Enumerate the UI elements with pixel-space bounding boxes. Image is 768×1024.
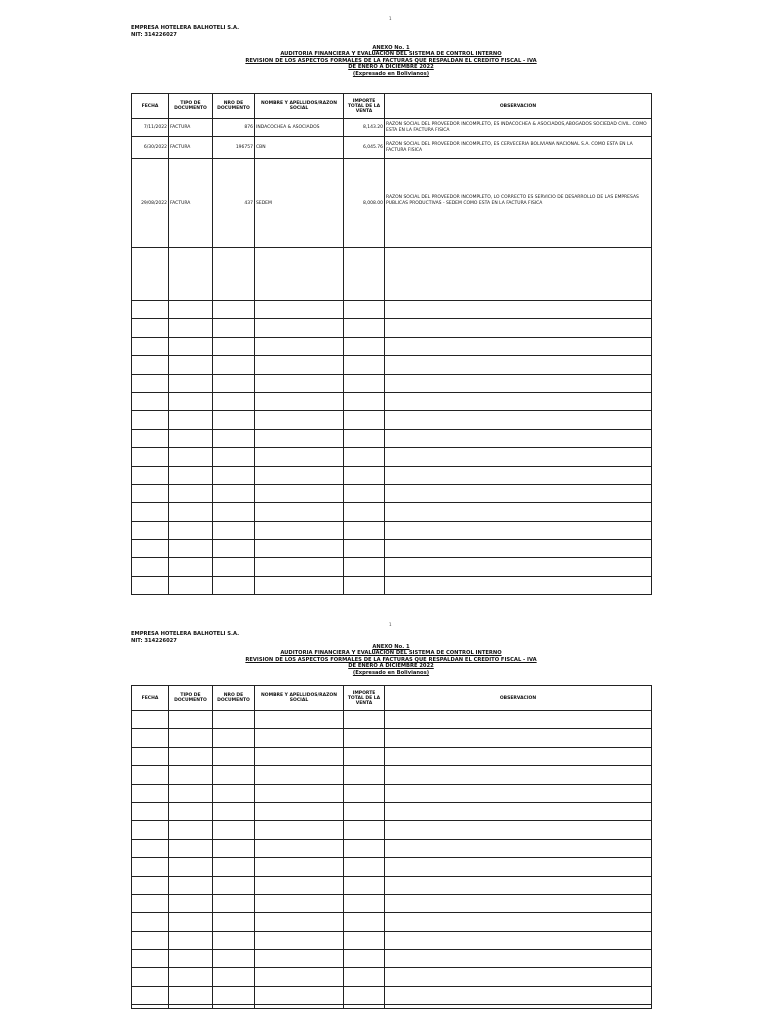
table-cell xyxy=(385,950,652,968)
table-cell xyxy=(385,986,652,1004)
table-cell xyxy=(385,766,652,784)
table-cell xyxy=(169,429,213,447)
table-cell xyxy=(255,821,344,839)
table-cell xyxy=(132,986,169,1004)
table-cell xyxy=(344,784,385,802)
table-row xyxy=(132,392,652,410)
table-cell xyxy=(255,540,344,558)
table-cell xyxy=(385,913,652,931)
table-cell xyxy=(132,766,169,784)
table-cell xyxy=(385,466,652,484)
table-cell xyxy=(132,540,169,558)
table-cell xyxy=(344,521,385,539)
table-cell xyxy=(255,839,344,857)
table-cell xyxy=(344,858,385,876)
table-row xyxy=(132,466,652,484)
table-cell xyxy=(385,858,652,876)
invoice-table xyxy=(131,685,652,1009)
cell-nombre: CBN xyxy=(255,137,344,159)
table-cell xyxy=(169,913,213,931)
table-cell xyxy=(344,466,385,484)
table-cell xyxy=(255,931,344,949)
table-row xyxy=(132,356,652,374)
table-row xyxy=(132,411,652,429)
table-cell xyxy=(255,913,344,931)
table-cell xyxy=(344,411,385,429)
table-cell xyxy=(255,802,344,820)
table-cell xyxy=(213,392,255,410)
table-cell xyxy=(169,747,213,765)
cell-fecha: 29/08/2022 xyxy=(132,159,169,248)
table-cell xyxy=(132,392,169,410)
table-cell xyxy=(132,931,169,949)
table-cell xyxy=(255,1005,344,1009)
table-cell xyxy=(213,521,255,539)
table-cell xyxy=(255,576,344,594)
cell-observacion: RAZON SOCIAL DEL PROVEEDOR INCOMPLETO, ES CERVECERIA BOLIVIANA NACIONAL S.A. COMO ESTA EN LA FACTURA FISICA xyxy=(385,137,652,159)
table-cell xyxy=(213,858,255,876)
company-name: EMPRESA HOTELERA BALHOTELI S.A. xyxy=(131,25,240,31)
table-cell xyxy=(213,821,255,839)
table-cell xyxy=(213,913,255,931)
review-title: REVISION DE LOS ASPECTOS FORMALES DE LA FACTURAS QUE RESPALDAN EL CREDITO FISCAL - IVA xyxy=(245,656,537,663)
table-cell xyxy=(385,429,652,447)
cell-tipo: FACTURA xyxy=(169,137,213,159)
table-cell xyxy=(385,301,652,319)
table-cell xyxy=(385,319,652,337)
document-page-2 xyxy=(0,606,768,1024)
table-cell xyxy=(213,766,255,784)
table-cell xyxy=(344,766,385,784)
table-cell xyxy=(344,950,385,968)
table-row xyxy=(132,821,652,839)
table-cell xyxy=(132,968,169,986)
table-cell xyxy=(132,821,169,839)
table-cell xyxy=(132,248,169,301)
table-cell xyxy=(255,986,344,1004)
table-cell xyxy=(169,766,213,784)
col-importe-header: IMPORTE TOTAL DE LA VENTA xyxy=(344,686,385,711)
table-cell xyxy=(213,374,255,392)
table-cell xyxy=(385,576,652,594)
review-title: REVISION DE LOS ASPECTOS FORMALES DE LA FACTURAS QUE RESPALDAN EL CREDITO FISCAL - IVA xyxy=(245,57,537,64)
table-cell xyxy=(385,484,652,502)
table-cell xyxy=(169,558,213,576)
table-cell xyxy=(344,729,385,747)
table-cell xyxy=(344,301,385,319)
table-cell xyxy=(213,466,255,484)
company-block xyxy=(131,25,239,39)
table-row xyxy=(132,540,652,558)
table-cell xyxy=(385,411,652,429)
table-cell xyxy=(213,503,255,521)
table-cell xyxy=(385,931,652,949)
table-cell xyxy=(255,521,344,539)
table-row xyxy=(132,711,652,729)
cell-tipo: FACTURA xyxy=(169,159,213,248)
table-row xyxy=(132,137,652,159)
audit-title: AUDITORIA FINANCIERA Y EVALUACION DEL SISTEMA DE CONTROL INTERNO xyxy=(280,650,502,657)
table-cell xyxy=(213,1005,255,1009)
table-cell xyxy=(132,747,169,765)
table-cell xyxy=(255,876,344,894)
table-cell xyxy=(169,839,213,857)
period-title: DE ENERO A DICIEMBRE 2022 xyxy=(348,663,434,670)
cell-tipo: FACTURA xyxy=(169,119,213,137)
table-cell xyxy=(213,950,255,968)
table-cell xyxy=(169,784,213,802)
table-cell xyxy=(344,711,385,729)
table-row xyxy=(132,159,652,248)
cell-nombre: SEDEM xyxy=(255,159,344,248)
table-cell xyxy=(344,1005,385,1009)
table-cell xyxy=(344,931,385,949)
table-cell xyxy=(255,950,344,968)
table-cell xyxy=(132,711,169,729)
table-cell xyxy=(255,484,344,502)
table-row xyxy=(132,931,652,949)
table-row xyxy=(132,839,652,857)
table-row xyxy=(132,968,652,986)
table-cell xyxy=(213,931,255,949)
table-cell xyxy=(255,503,344,521)
table-cell xyxy=(169,319,213,337)
table-cell xyxy=(213,986,255,1004)
cell-importe: 8,143.20 xyxy=(344,119,385,137)
col-fecha-header: FECHA xyxy=(132,686,169,711)
table-cell xyxy=(344,356,385,374)
company-block xyxy=(131,631,239,645)
col-tipo-header: TIPO DE DOCUMENTO xyxy=(169,686,213,711)
col-nombre-header: NOMBRE Y APELLIDOS/RAZON SOCIAL xyxy=(255,94,344,119)
table-cell xyxy=(385,558,652,576)
table-row xyxy=(132,894,652,912)
table-cell xyxy=(213,729,255,747)
table-cell xyxy=(132,301,169,319)
table-cell xyxy=(385,521,652,539)
table-cell xyxy=(255,337,344,355)
table-cell xyxy=(169,448,213,466)
table-row xyxy=(132,448,652,466)
table-cell xyxy=(213,576,255,594)
table-row xyxy=(132,248,652,301)
table-row xyxy=(132,784,652,802)
table-cell xyxy=(385,747,652,765)
cell-nombre: INDACOCHEA & ASOCIADOS xyxy=(255,119,344,137)
col-observacion-header: OBSERVACION xyxy=(385,94,652,119)
table-cell xyxy=(169,484,213,502)
table-cell xyxy=(132,894,169,912)
table-cell xyxy=(385,876,652,894)
col-nombre-header: NOMBRE Y APELLIDOS/RAZON SOCIAL xyxy=(255,686,344,711)
table-cell xyxy=(255,894,344,912)
audit-title: AUDITORIA FINANCIERA Y EVALUACION DEL SISTEMA DE CONTROL INTERNO xyxy=(280,51,502,58)
table-cell xyxy=(132,558,169,576)
table-cell xyxy=(344,448,385,466)
table-cell xyxy=(169,729,213,747)
currency-title: (Expresado en Bolivianos) xyxy=(352,70,430,77)
table-cell xyxy=(132,503,169,521)
table-cell xyxy=(132,337,169,355)
table-cell xyxy=(385,540,652,558)
table-cell xyxy=(132,784,169,802)
table-cell xyxy=(169,1005,213,1009)
table-cell xyxy=(344,968,385,986)
table-cell xyxy=(132,521,169,539)
table-cell xyxy=(344,540,385,558)
table-cell xyxy=(344,894,385,912)
table-cell xyxy=(255,248,344,301)
currency-title: (Expresado en Bolivianos) xyxy=(352,669,430,676)
table-cell xyxy=(213,411,255,429)
table-row xyxy=(132,913,652,931)
cell-nro: 437 xyxy=(213,159,255,248)
company-name: EMPRESA HOTELERA BALHOTELI S.A. xyxy=(131,631,240,637)
table-cell xyxy=(344,503,385,521)
table-cell xyxy=(255,411,344,429)
table-cell xyxy=(255,968,344,986)
table-cell xyxy=(213,248,255,301)
table-cell xyxy=(344,876,385,894)
table-cell xyxy=(132,448,169,466)
col-nro-header: NRO DE DOCUMENTO xyxy=(213,94,255,119)
table-cell xyxy=(344,374,385,392)
table-row xyxy=(132,858,652,876)
table-cell xyxy=(213,429,255,447)
table-cell xyxy=(169,821,213,839)
company-nit: NIT: 314226027 xyxy=(131,32,177,38)
table-row xyxy=(132,950,652,968)
page-number: 1 xyxy=(389,16,392,21)
table-cell xyxy=(255,466,344,484)
table-cell xyxy=(213,356,255,374)
table-cell xyxy=(255,392,344,410)
table-cell xyxy=(169,392,213,410)
table-cell xyxy=(255,766,344,784)
table-cell xyxy=(132,356,169,374)
table-cell xyxy=(385,821,652,839)
table-cell xyxy=(385,374,652,392)
table-row xyxy=(132,576,652,594)
table-cell xyxy=(169,466,213,484)
cell-nro: 196757 xyxy=(213,137,255,159)
page-number: 1 xyxy=(389,622,392,627)
table-cell xyxy=(169,950,213,968)
table-cell xyxy=(255,429,344,447)
table-cell xyxy=(169,931,213,949)
table-row xyxy=(132,766,652,784)
table-cell xyxy=(344,319,385,337)
table-row xyxy=(132,429,652,447)
table-cell xyxy=(344,337,385,355)
table-cell xyxy=(385,248,652,301)
table-cell xyxy=(385,337,652,355)
table-row xyxy=(132,301,652,319)
table-cell xyxy=(344,558,385,576)
table-cell xyxy=(255,558,344,576)
table-row xyxy=(132,374,652,392)
table-cell xyxy=(213,558,255,576)
table-cell xyxy=(385,356,652,374)
table-cell xyxy=(213,802,255,820)
table-cell xyxy=(255,784,344,802)
table-cell xyxy=(385,729,652,747)
table-row xyxy=(132,503,652,521)
table-row xyxy=(132,876,652,894)
table-row xyxy=(132,521,652,539)
table-cell xyxy=(344,839,385,857)
table-cell xyxy=(255,747,344,765)
table-cell xyxy=(169,540,213,558)
table-cell xyxy=(255,448,344,466)
table-cell xyxy=(385,894,652,912)
table-cell xyxy=(132,374,169,392)
table-cell xyxy=(132,858,169,876)
table-cell xyxy=(213,876,255,894)
table-cell xyxy=(169,576,213,594)
table-cell xyxy=(132,1005,169,1009)
table-cell xyxy=(385,1005,652,1009)
table-row xyxy=(132,558,652,576)
col-observacion-header: OBSERVACION xyxy=(385,686,652,711)
cell-nro: 876 xyxy=(213,119,255,137)
table-cell xyxy=(169,356,213,374)
table-cell xyxy=(169,986,213,1004)
table-cell xyxy=(132,466,169,484)
table-cell xyxy=(213,747,255,765)
table-header-row xyxy=(132,94,652,119)
table-cell xyxy=(169,248,213,301)
table-cell xyxy=(169,521,213,539)
table-cell xyxy=(132,319,169,337)
table-cell xyxy=(169,301,213,319)
table-cell xyxy=(385,784,652,802)
table-row xyxy=(132,119,652,137)
table-cell xyxy=(169,802,213,820)
table-cell xyxy=(344,248,385,301)
table-cell xyxy=(169,374,213,392)
cell-importe: 6,045.76 xyxy=(344,137,385,159)
table-cell xyxy=(132,839,169,857)
table-row xyxy=(132,802,652,820)
col-importe-header: IMPORTE TOTAL DE LA VENTA xyxy=(344,94,385,119)
table-cell xyxy=(132,411,169,429)
table-cell xyxy=(255,319,344,337)
table-cell xyxy=(132,576,169,594)
table-cell xyxy=(169,894,213,912)
table-cell xyxy=(255,711,344,729)
table-cell xyxy=(344,392,385,410)
table-cell xyxy=(255,858,344,876)
table-cell xyxy=(213,319,255,337)
table-cell xyxy=(169,858,213,876)
table-cell xyxy=(213,839,255,857)
cell-importe: 8,008.00 xyxy=(344,159,385,248)
table-cell xyxy=(344,986,385,1004)
table-cell xyxy=(132,802,169,820)
table-cell xyxy=(385,503,652,521)
cell-fecha: 7/11/2022 xyxy=(132,119,169,137)
table-cell xyxy=(213,968,255,986)
col-tipo-header: TIPO DE DOCUMENTO xyxy=(169,94,213,119)
col-nro-header: NRO DE DOCUMENTO xyxy=(213,686,255,711)
annex-title: ANEXO No. 1 xyxy=(372,644,410,650)
table-cell xyxy=(385,711,652,729)
table-cell xyxy=(169,411,213,429)
table-cell xyxy=(132,950,169,968)
table-row xyxy=(132,986,652,1004)
table-cell xyxy=(213,448,255,466)
company-nit: NIT: 314226027 xyxy=(131,638,177,644)
table-cell xyxy=(213,784,255,802)
table-row xyxy=(132,484,652,502)
table-cell xyxy=(213,337,255,355)
col-fecha-header: FECHA xyxy=(132,94,169,119)
table-cell xyxy=(132,729,169,747)
table-cell xyxy=(213,484,255,502)
table-cell xyxy=(169,968,213,986)
period-title: DE ENERO A DICIEMBRE 2022 xyxy=(348,64,434,71)
table-cell xyxy=(385,802,652,820)
table-header-row xyxy=(132,686,652,711)
report-titles xyxy=(131,644,651,676)
table-row xyxy=(132,729,652,747)
table-cell xyxy=(385,448,652,466)
table-cell xyxy=(213,540,255,558)
table-cell xyxy=(132,429,169,447)
table-cell xyxy=(385,839,652,857)
table-cell xyxy=(255,374,344,392)
invoice-table xyxy=(131,93,652,595)
cell-observacion xyxy=(385,159,652,248)
report-titles xyxy=(131,45,651,77)
table-cell xyxy=(344,484,385,502)
table-cell xyxy=(255,301,344,319)
table-row xyxy=(132,747,652,765)
table-cell xyxy=(132,913,169,931)
table-cell xyxy=(344,576,385,594)
cell-observacion: RAZON SOCIAL DEL PROVEEDOR INCOMPLETO, ES INDACOCHEA & ASOCIADOS,ABOGADOS SOCIEDAD CIVIL. COMO ESTA EN LA FACTURA FISICA xyxy=(385,119,652,137)
table-cell xyxy=(385,392,652,410)
cell-fecha: 6/30/2022 xyxy=(132,137,169,159)
table-row xyxy=(132,319,652,337)
table-cell xyxy=(385,968,652,986)
table-cell xyxy=(344,913,385,931)
table-cell xyxy=(255,356,344,374)
table-cell xyxy=(169,503,213,521)
table-cell xyxy=(132,484,169,502)
table-cell xyxy=(169,876,213,894)
table-row xyxy=(132,1005,652,1009)
table-cell xyxy=(344,802,385,820)
table-cell xyxy=(255,729,344,747)
table-cell xyxy=(169,337,213,355)
annex-title: ANEXO No. 1 xyxy=(372,45,410,51)
observacion-text: RAZON SOCIAL DEL PROVEEDOR INCOMPLETO, LO CORRECTO ES SERVICIO DE DESARROLLO DE LAS EMPRESAS PUBLICAS PRODUCTIVAS - SEDEM COMO ESTA EN LA FACTURA FISICA xyxy=(386,195,639,206)
table-cell xyxy=(213,711,255,729)
table-row xyxy=(132,337,652,355)
table-cell xyxy=(344,821,385,839)
table-cell xyxy=(213,301,255,319)
table-cell xyxy=(169,711,213,729)
table-cell xyxy=(132,876,169,894)
table-cell xyxy=(344,747,385,765)
table-cell xyxy=(213,894,255,912)
table-cell xyxy=(344,429,385,447)
